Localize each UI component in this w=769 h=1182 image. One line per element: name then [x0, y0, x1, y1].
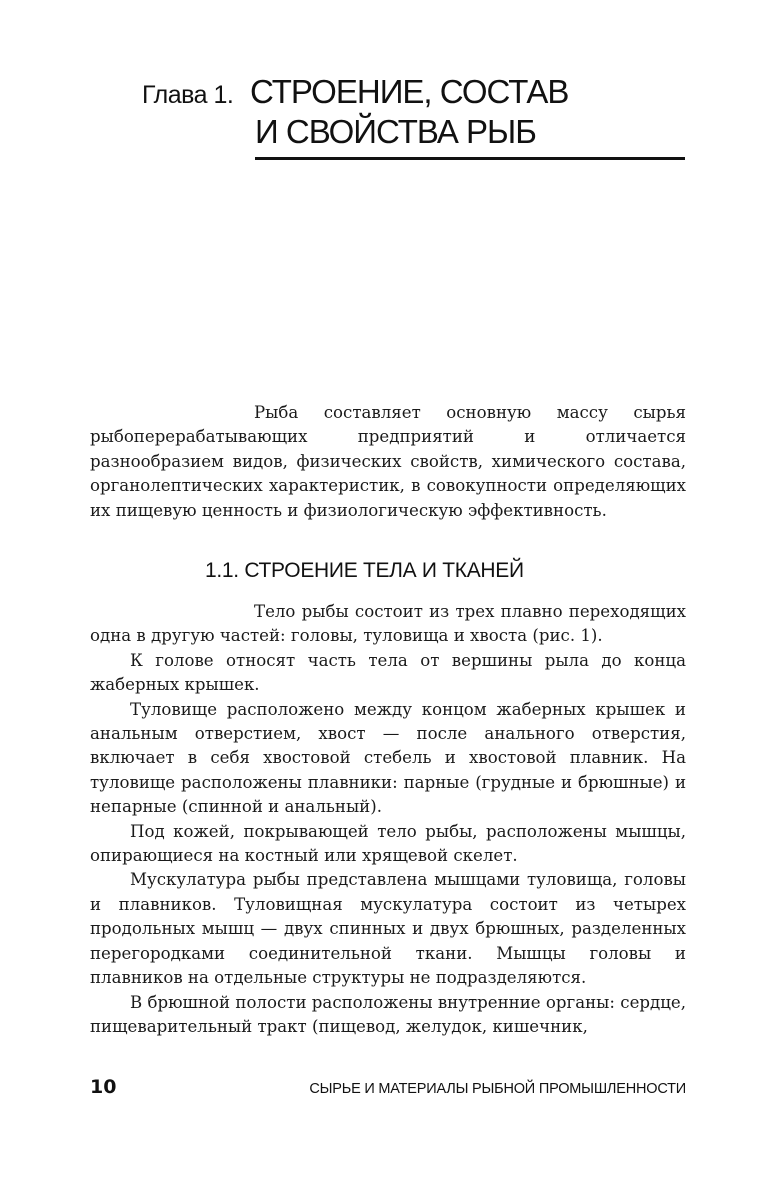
paragraph: Мускулатура рыбы представлена мышцами туловища, головы и плавников. Туловищная мускулатура состоит из четырех продольных мышц — двух спинных и двух брюшных, разделенных перегородками соединительной ткани. Мышцы головы и плавников на отдельные структуры не подразделяются.: [90, 870, 686, 988]
intro-text: [90, 401, 686, 523]
running-title: СЫРЬЕ И МАТЕРИАЛЫ РЫБНОЙ ПРОМЫШЛЕННОСТИ: [309, 1081, 686, 1097]
paragraph: Под кожей, покрывающей тело рыбы, расположены мышцы, опирающиеся на костный или хрящевой скелет.: [90, 821, 686, 866]
section-body: [90, 600, 686, 1039]
page-number: 10: [90, 1076, 117, 1098]
chapter-heading: [142, 72, 702, 152]
paragraph: К голове относят часть тела от вершины рыла до конца жаберных крышек.: [90, 650, 686, 695]
chapter-title-line2: И СВОЙСТВА РЫБ: [255, 113, 536, 150]
chapter-heading-row: [142, 72, 702, 112]
section-heading: 1.1. СТРОЕНИЕ ТЕЛА И ТКАНЕЙ: [205, 559, 524, 582]
chapter-title-line1: СТРОЕНИЕ, СОСТАВ: [250, 73, 569, 110]
paragraph: В брюшной полости расположены внутренние органы: сердце, пищеварительный тракт (пищевод, желудок, кишечник,: [90, 992, 686, 1036]
chapter-divider: [255, 157, 685, 160]
paragraph: Тело рыбы состоит из трех плавно переходящих одна в другую частей: головы, туловища и хвоста (рис. 1).: [90, 602, 686, 646]
page-footer: [90, 1076, 686, 1098]
chapter-label: Глава 1.: [142, 81, 234, 109]
paragraph: Туловище расположено между концом жаберных крышек и анальным отверстием, хвост — после анального отверстия, включает в себя хвостовой стебель и хвостовой плавник. На туловище расположены плавники: парные (грудные и брюшные) и непарные (спинной и анальный).: [90, 699, 686, 817]
intro-paragraph: Рыба составляет основную массу сырья рыбоперерабатывающих предприятий и отличается разнообразием видов, физических свойств, химического состава, органолептических характеристик, в совокупности определяющих их пищевую ценность и физиологическую эффективность.: [90, 403, 686, 520]
